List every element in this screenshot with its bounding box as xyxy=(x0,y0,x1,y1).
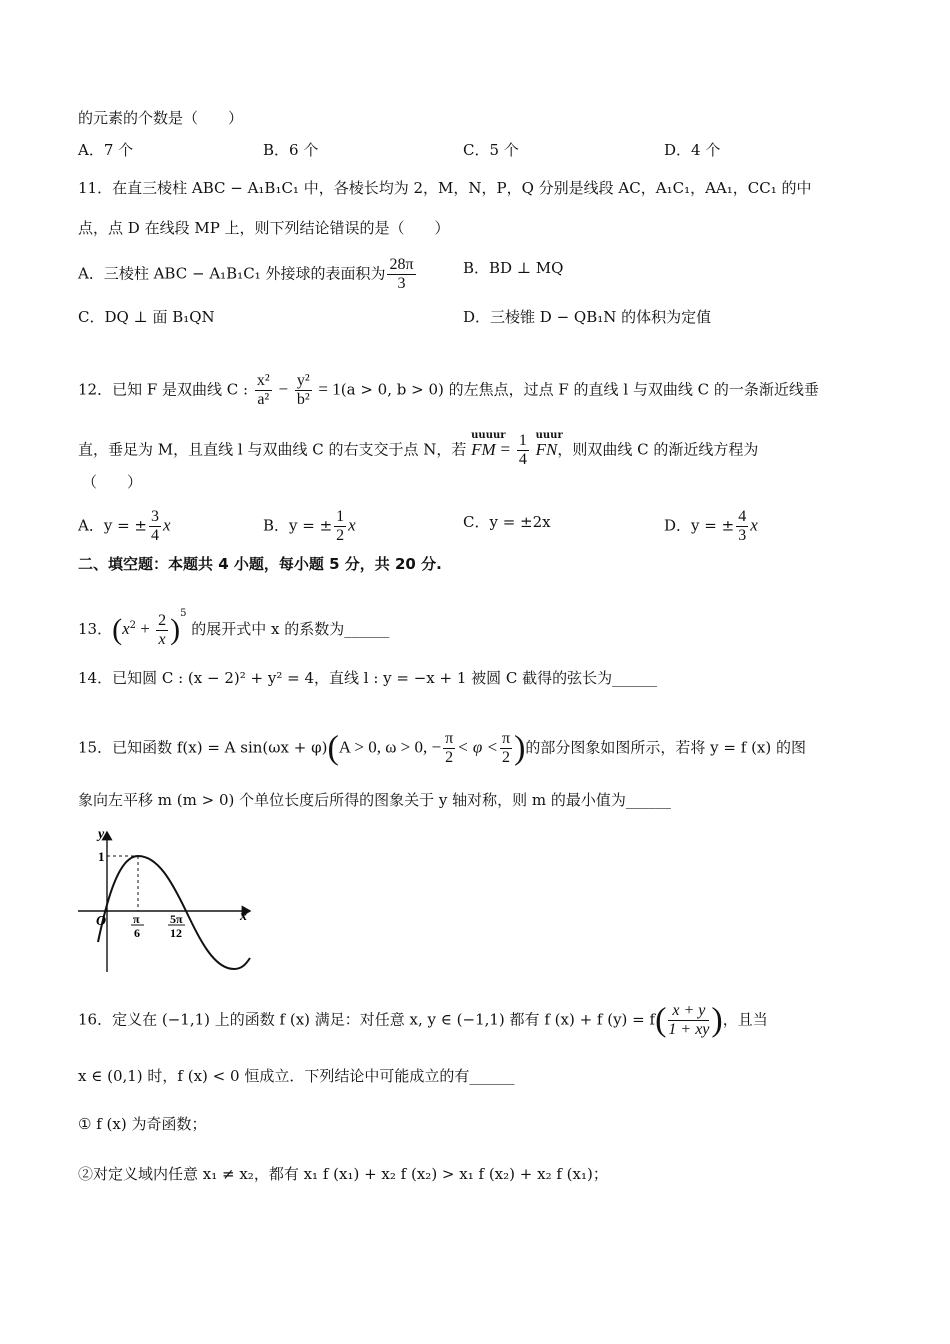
phi-range: < φ < xyxy=(457,737,498,757)
fraction-denominator: 3 xyxy=(397,275,406,292)
fraction-numerator: 1 xyxy=(336,508,345,525)
hyperbola-y-term: $\frac{\text{y²}}{\text{b²}}$ xyxy=(296,372,310,408)
q10-option-d: D．4 个 xyxy=(664,141,721,159)
q16-line1: 16．定义在 (−1,1) 上的函数 f (x) 满足：对任意 x, y ∈ (−1,1) 都有 f (x) + f (y) = f( $\frac{x + y}{1 + xy}$ )，且当 xyxy=(78,1001,768,1039)
y-axis-label: y xyxy=(98,827,105,842)
q12-option-b: B．y = ± $\frac{1}{2}$ x xyxy=(263,508,356,544)
q10-option-a: A．7 个 xyxy=(78,141,134,159)
q12-option-d: D．y = ± $\frac{4}{3}$ x xyxy=(664,508,758,544)
q15-line2: 象向左平移 m (m > 0) 个单位长度后所得的图象关于 y 轴对称，则 m 的最小值为______ xyxy=(78,791,671,809)
one-label: 1 xyxy=(98,849,105,864)
q12-line1: 12．已知 F 是双曲线 C : $\frac{\text{x²}}{\text{a²}}$ − $\frac{\text{y²}}{\text{b²}}$ = 1(a > 0, b > 0) 的左焦点，过点 F 的直线 l 与双曲线 C 的一条渐近线垂 xyxy=(78,372,819,408)
q16-line1-start: 16．定义在 (−1,1) 上的函数 f (x) 满足：对任意 x, y ∈ (−1,1) 都有 f (x) + f (y) = f xyxy=(78,1010,656,1029)
q11-option-d: D．三棱锥 D − QB₁N 的体积为定值 xyxy=(463,308,712,326)
q15-line1-end: 的部分图象如图所示，若将 y = f (x) 的图 xyxy=(525,738,807,757)
q11-option-b: B．BD ⊥ MQ xyxy=(463,259,564,277)
fraction-numerator: 28π xyxy=(389,256,414,273)
q12-line2-end: ，则双曲线 C 的渐近线方程为 xyxy=(557,440,759,459)
q16-item-1: ① f (x) 为奇函数； xyxy=(78,1115,207,1133)
q10-tail: 的元素的个数是（ ） xyxy=(78,109,244,127)
tick-pi-6-den: 6 xyxy=(134,926,140,940)
q12-paren: （ ） xyxy=(82,473,143,491)
q15-line1-start: 15．已知函数 f(x) = A sin(ωx + φ) xyxy=(78,738,328,757)
q12-line1-start: 12．已知 F 是双曲线 C : xyxy=(78,380,249,399)
hyperbola-x-term: $\frac{\text{x²}}{\text{a²}}$ xyxy=(256,372,270,408)
fraction-denominator: 1 + xy xyxy=(668,1021,710,1038)
q13-number: 13． xyxy=(78,620,113,638)
vector-arrow-icon: uuuur xyxy=(471,429,506,441)
q12-option-a: A．y = ± $\frac{3}{4}$ x xyxy=(78,508,171,544)
q11-option-a-fraction xyxy=(387,256,415,293)
fraction-numerator: 4 xyxy=(738,508,747,525)
q11-line2: 点，点 D 在线段 MP 上，则下列结论错误的是（ ） xyxy=(78,219,450,237)
q15-condition: A > 0, ω > 0, − xyxy=(338,737,442,757)
q11-option-a xyxy=(78,256,418,293)
q13: 13．($x^2$ + $\frac{2}{x}$ )$^5$ 的展开式中 x 的系数为______ xyxy=(78,608,390,648)
vector-arrow-icon: uuur xyxy=(535,429,563,441)
q11-option-a-text: A．三棱柱 ABC − A₁B₁C₁ 外接球的表面积为 xyxy=(78,264,386,283)
q16-line2: x ∈ (0,1) 时，f (x) < 0 恒成立．下列结论中可能成立的有______ xyxy=(78,1067,515,1085)
q10-option-c: C．5 个 xyxy=(463,141,519,159)
q13-text: 的展开式中 x 的系数为______ xyxy=(191,620,390,638)
vector-fm: uuuur FM xyxy=(471,440,496,460)
q12-option-c: C．y = ±2x xyxy=(463,513,551,531)
vector-fn: uuur FN xyxy=(536,440,558,460)
q11-line1: 11．在直三棱柱 ABC − A₁B₁C₁ 中，各棱长均为 2，M，N，P，Q 分别是线段 AC，A₁C₁，AA₁，CC₁ 的中 xyxy=(78,179,812,197)
fraction-denominator: 3 xyxy=(738,527,747,544)
quarter-fraction: $\frac{1}{4}$ xyxy=(518,432,527,468)
origin-label: O xyxy=(96,914,107,929)
q16-item-2: ②对定义域内任意 x₁ ≠ x₂，都有 x₁ f (x₁) + x₂ f (x₂) > x₁ f (x₂) + x₂ f (x₁)； xyxy=(78,1165,608,1183)
q14: 14．已知圆 C : (x − 2)² + y² = 4，直线 l : y = −x + 1 被圆 C 截得的弦长为______ xyxy=(78,669,658,687)
q12-line2: 直，垂足为 M，且直线 l 与双曲线 C 的右支交于点 N，若 uuuur FM = $\frac{1}{4}$ uuur FN，则双曲线 C 的渐近线方程为 xyxy=(78,432,758,469)
section-2-heading: 二、填空题：本题共 4 小题，每小题 5 分，共 20 分. xyxy=(78,555,442,573)
q12-option-a-text: A．y = ± xyxy=(78,516,147,535)
q12-line1-end: (a > 0, b > 0) 的左焦点，过点 F 的直线 l 与双曲线 C 的一条渐近线垂 xyxy=(340,380,819,399)
q15-line1: 15．已知函数 f(x) = A sin(ωx + φ)(A > 0, ω > 0, − $\frac{\pi}{2}$ < φ < $\frac{\pi}{2}$ )的部分图象如图所示，若将 y = f (x) 的图 xyxy=(78,729,807,767)
tick-5pi-12-num: 5π xyxy=(170,912,183,926)
fraction-numerator: 3 xyxy=(150,508,159,525)
q12-line2-start: 直，垂足为 M，且直线 l 与双曲线 C 的右支交于点 N，若 xyxy=(78,440,467,459)
fraction-numerator: x + y xyxy=(668,1002,709,1021)
two-denominator: 2 xyxy=(445,749,454,766)
pi-numerator: π xyxy=(445,730,454,747)
fraction-denominator: 4 xyxy=(150,527,159,544)
q10-option-b: B．6 个 xyxy=(263,141,319,159)
q11-option-c: C．DQ ⊥ 面 B₁QN xyxy=(78,308,215,326)
q12-option-b-text: B．y = ± xyxy=(263,516,333,535)
sine-graph xyxy=(74,824,260,974)
tick-5pi-12-den: 12 xyxy=(170,926,182,940)
q16-line1-end: ，且当 xyxy=(722,1010,768,1029)
q12-option-d-text: D．y = ± xyxy=(664,516,735,535)
fraction-denominator: 2 xyxy=(336,527,345,544)
tick-pi-6-num: π xyxy=(133,912,140,926)
x-axis-label: x xyxy=(240,909,247,924)
